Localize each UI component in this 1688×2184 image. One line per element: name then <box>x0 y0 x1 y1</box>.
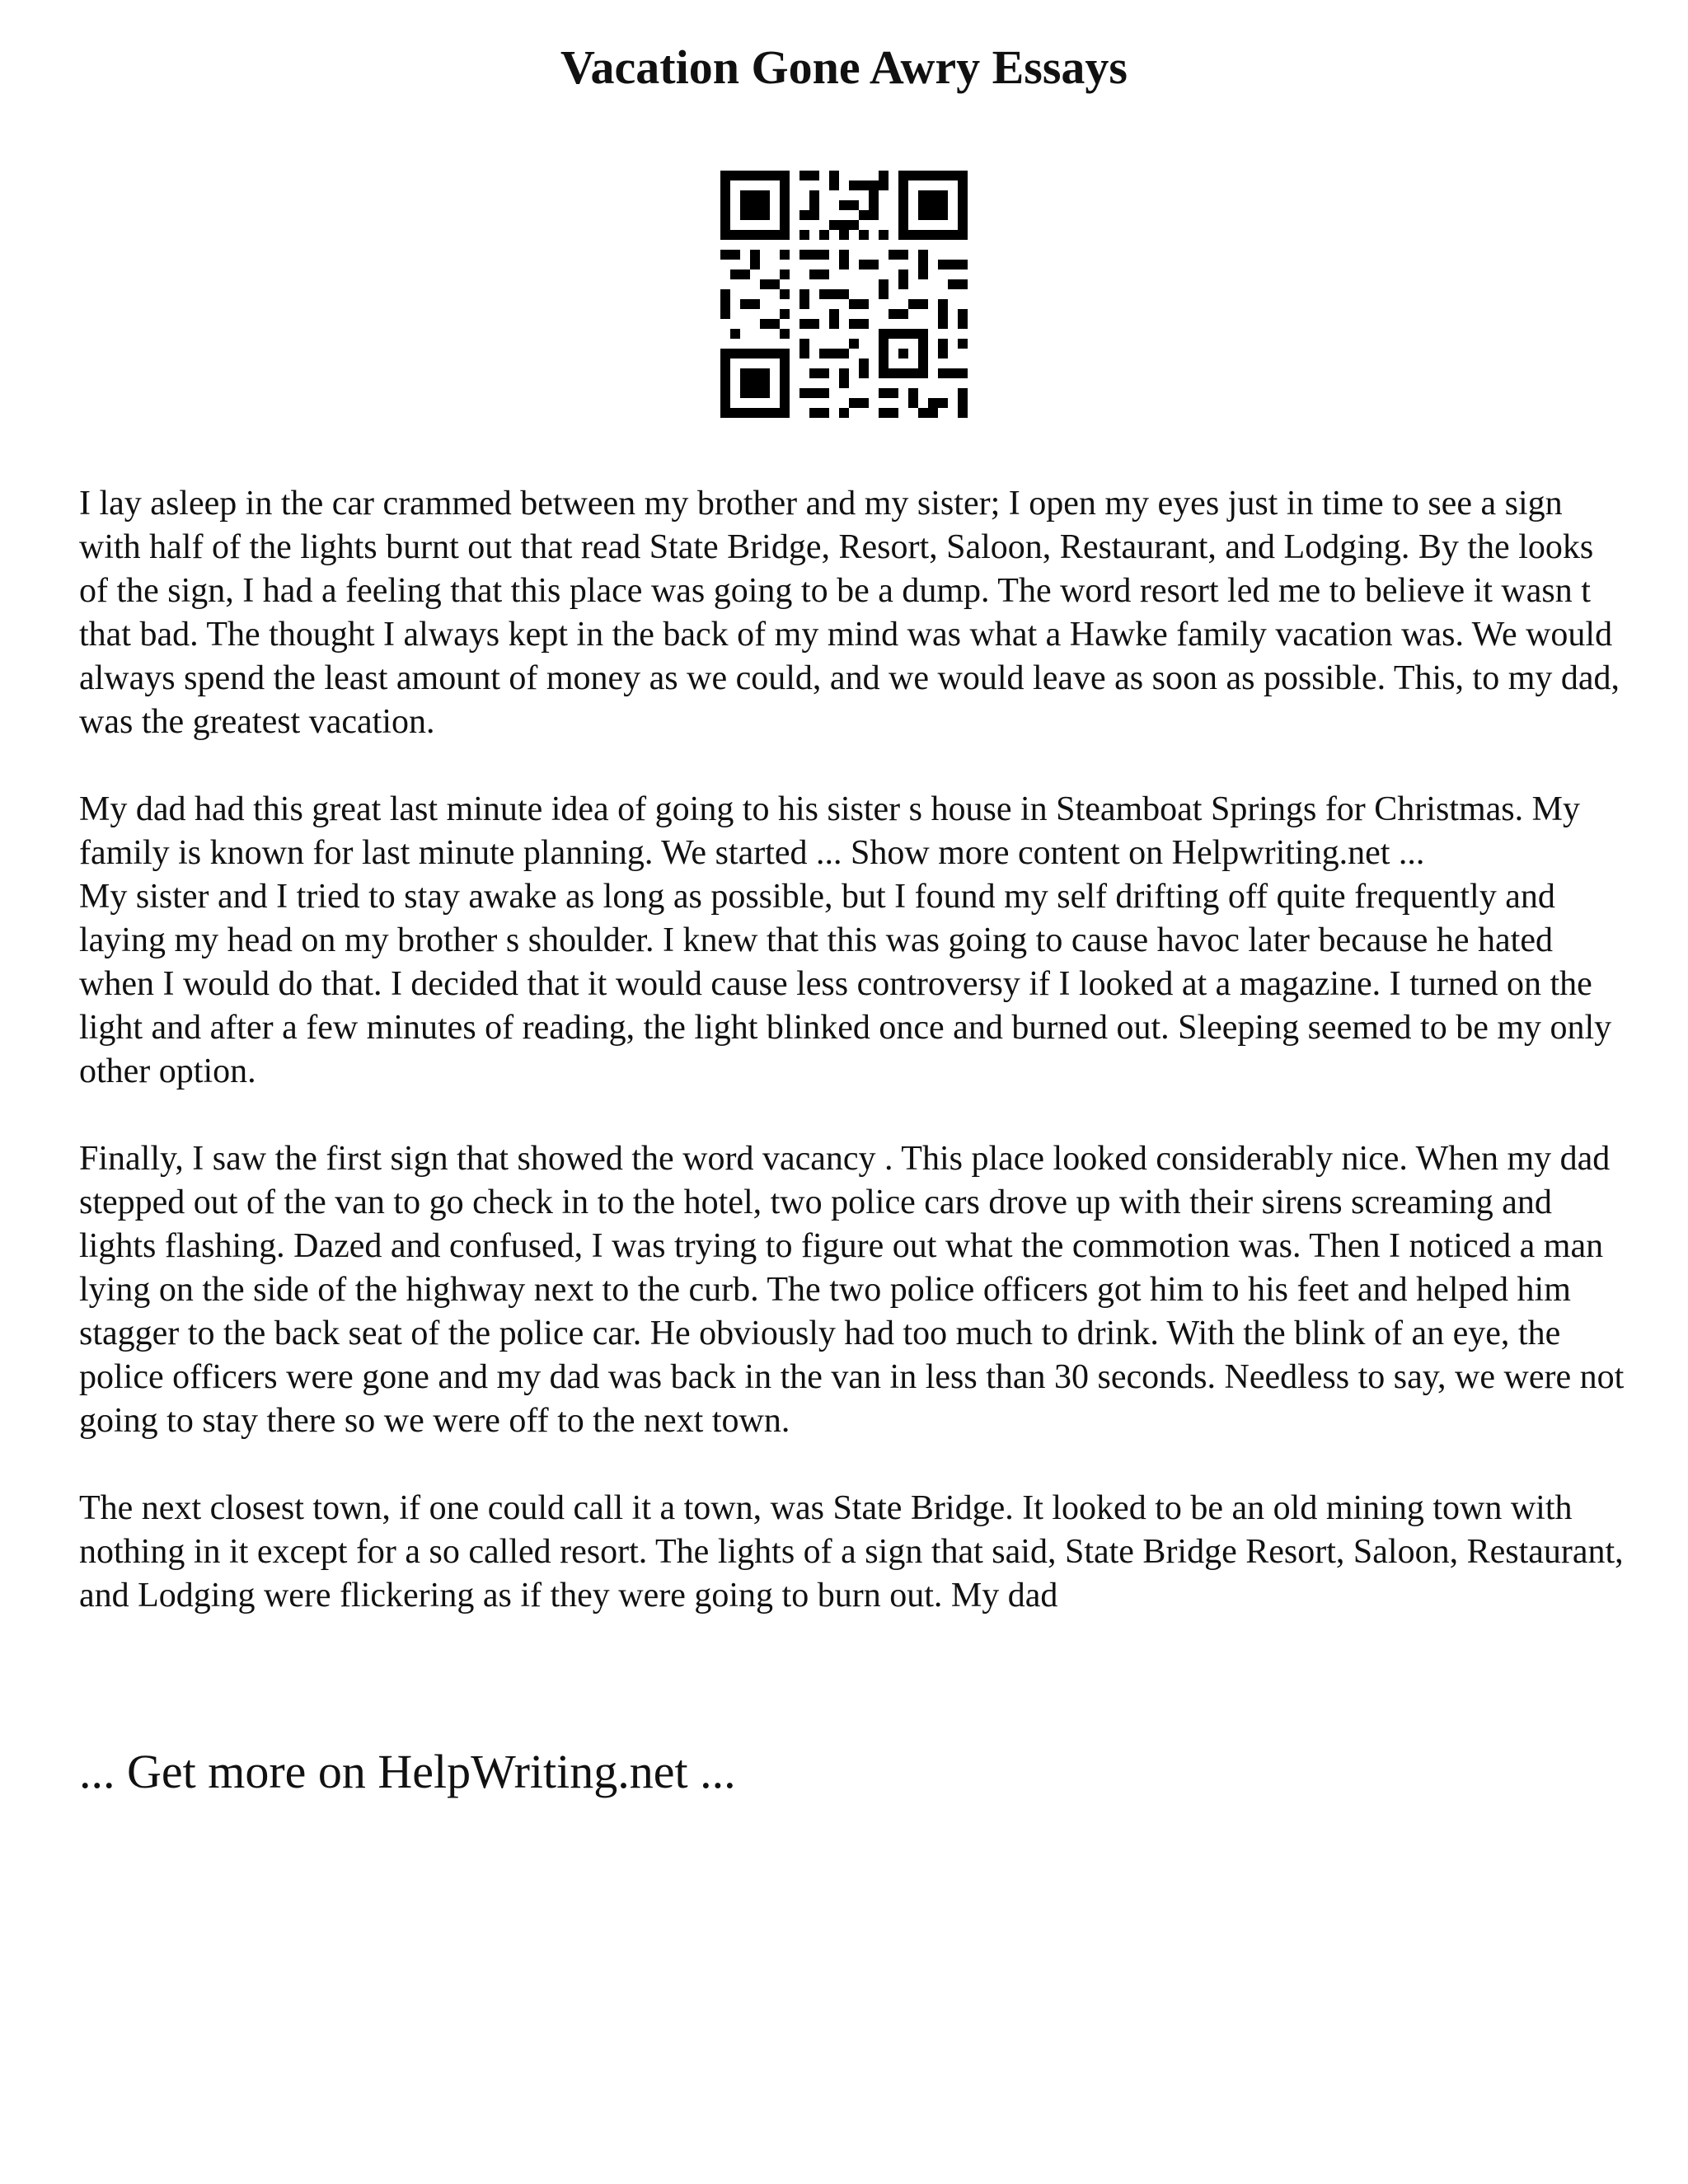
get-more-link[interactable]: ... Get more on HelpWriting.net ... <box>79 1745 736 1798</box>
essay-paragraph-4: Finally, I saw the first sign that showed the word vacancy . This place looked considerably nice. When my dad stepped out of the van to go check in to the hotel, two police cars drove up with their sirens screaming and lights flashing. Dazed and confused, I was trying to figure out what the commotion was. Then I noticed a man lying on the side of the highway next to the curb. The two police officers got him to his feet and helped him stagger to the back seat of the police car. He obviously had too much to drink. With the blink of an eye, the police officers were gone and my dad was back in the van in less than 30 seconds. Needless to say, we were not going to stay there so we were off to the next town. <box>79 1140 1625 1440</box>
essay-paragraph-3: My sister and I tried to stay awake as long as possible, but I found my self drifting off quite frequently and laying my head on my brother s shoulder. I knew that this was going to cause havoc later because he hated when I would do that. I decided that it would cause less controversy if I looked at a magazine. I turned on the light and after a few minutes of reading, the light blinked once and burned out. Sleeping seemed to be my only other option. <box>79 878 1612 1090</box>
document-title: Vacation Gone Awry Essays <box>560 40 1128 94</box>
essay-paragraph-5: The next closest town, if one could call it a town, was State Bridge. It looked to be an old mining town with nothing in it except for a so called resort. The lights of a sign that said, State Bridge Resort, Saloon, Restaurant, and Lodging were flickering as if they were going to burn out. My dad <box>79 1489 1624 1615</box>
qr-code-icon <box>720 171 968 418</box>
essay-paragraph-1: I lay asleep in the car crammed between my brother and my sister; I open my eyes just in time to see a sign with half of the lights burnt out that read State Bridge, Resort, Saloon, Restaurant, and Lodging. By the looks of the sign, I had a feeling that this place was going to be a dump. The word resort led me to believe it wasn t that bad. The thought I always kept in the back of my mind was what a Hawke family vacation was. We would always spend the least amount of money as we could, and we would leave as soon as possible. This, to my dad, was the greatest vacation. <box>79 485 1620 741</box>
essay-body <box>79 482 1629 1618</box>
essay-paragraph-2: My dad had this great last minute idea of going to his sister s house in Steamboat Springs for Christmas. My family is known for last minute planning. We started ... Show more content on Helpwriting.net ... <box>79 790 1580 872</box>
